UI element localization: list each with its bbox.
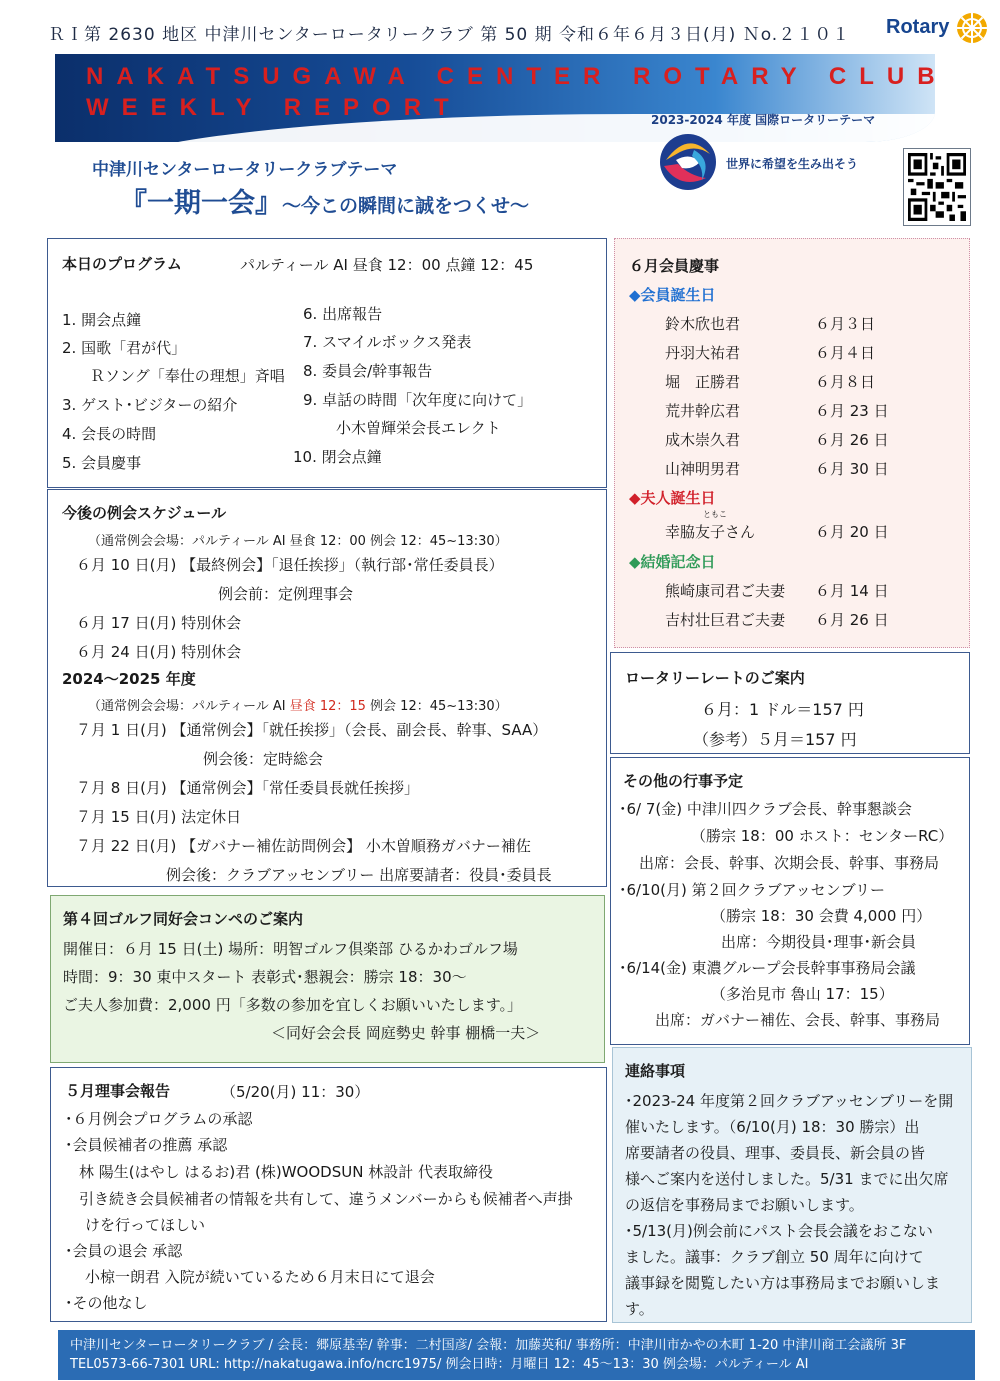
contact-line: の返信を事務局までお願いします。	[625, 1196, 864, 1214]
schedule-row: 例会後：定時総会	[203, 750, 324, 768]
celebration-title: ６月会員慶事	[629, 257, 720, 275]
schedule-note: （通常例会会場：パルティール AI 昼食 12：00 例会 12：45~13:30）	[88, 534, 508, 549]
birthday-date: ６月４日	[815, 344, 876, 362]
schedule-title: 今後の例会スケジュール	[62, 504, 227, 522]
board-line: 引き続き会員候補者の情報を共有して、違うメンバーからも候補者へ声掛	[79, 1190, 573, 1208]
schedule-box	[47, 489, 607, 887]
rate-title: ロータリーレートのご案内	[625, 669, 805, 687]
schedule-row: ６月 10 日(月) 【最終例会】｢退任挨拶｣（執行部･常任委員長）	[76, 556, 504, 574]
other-line: ･6/14(金) 東濃グループ会長幹事事務局会議	[619, 959, 916, 977]
board-report-box	[50, 1067, 607, 1322]
golf-title: 第４回ゴルフ同好会コンペのご案内	[63, 910, 304, 928]
program-item: 8. 委員会/幹事報告	[303, 362, 433, 380]
schedule-row: ６月 17 日(月) 特別休会	[76, 614, 242, 632]
board-line: ･会員の退会 承認	[65, 1242, 183, 1260]
program-item: 10. 閉会点鐘	[293, 448, 382, 466]
wedding-date: ６月 14 日	[815, 582, 889, 600]
contact-title: 連絡事項	[625, 1062, 686, 1080]
spouse-ruby: ともこ	[703, 510, 727, 519]
spouse-date: ６月 20 日	[815, 523, 889, 541]
contact-line: す。	[625, 1300, 654, 1318]
program-item: 3. ゲスト･ビジターの紹介	[62, 396, 238, 414]
contact-line: ました。議事：クラブ創立 50 周年に向けて	[625, 1248, 924, 1266]
rotary-wheel-icon	[955, 11, 989, 45]
club-theme-label: 中津川センターロータリークラブテーマ	[92, 160, 398, 180]
birthday-heading: ◆会員誕生日	[629, 286, 716, 304]
qr-code-icon[interactable]	[903, 148, 971, 226]
birthday-name: 山神明男君	[665, 460, 741, 478]
other-title: その他の行事予定	[623, 772, 744, 790]
board-title: ５月理事会報告	[65, 1082, 171, 1100]
wedding-name: 熊崎康司君ご夫妻	[665, 582, 786, 600]
ri-theme-logo-icon	[656, 130, 720, 194]
schedule-row: ６月 24 日(月) 特別休会	[76, 643, 242, 661]
schedule-row: ７月 15 日(月) 法定休日	[76, 808, 242, 826]
birthday-name: 鈴木欣也君	[665, 315, 741, 333]
rate-line: ６月：1 ドル＝157 円	[701, 700, 864, 719]
birthday-date: ６月８日	[815, 373, 876, 391]
other-line: （勝宗 18：30 会費 4,000 円）	[711, 907, 932, 925]
program-item: 2. 国歌「君が代」	[62, 339, 187, 357]
rate-line: （参考）５月＝157 円	[693, 730, 857, 749]
ri-theme-label: 2023-2024 年度 国際ロータリーテーマ	[651, 113, 876, 127]
program-title: 本日のプログラム	[62, 255, 182, 273]
birthday-name: 堀 正勝君	[665, 373, 741, 391]
birthday-name: 丹羽大祐君	[665, 344, 741, 362]
program-item: 5. 会員慶事	[62, 454, 142, 472]
other-line: 出席：ガバナー補佐、会長、幹事、事務局	[655, 1011, 941, 1029]
club-theme: 『一期一会』～今この瞬間に誠をつくせ～	[120, 188, 530, 219]
contact-line: 席要請者の役員、理事、委員長、新会員の皆	[625, 1144, 926, 1162]
program-item: 7. スマイルボックス発表	[303, 333, 472, 351]
year-heading: 2024～2025 年度	[62, 670, 196, 688]
other-line: （多治見市 魯山 17：15）	[711, 985, 894, 1003]
board-line: けを行ってほしい	[85, 1216, 206, 1234]
contact-box	[612, 1047, 972, 1323]
rotary-brand: Rotary	[886, 16, 950, 38]
celebration-box	[614, 238, 970, 648]
footer	[58, 1330, 975, 1380]
board-line: ･その他なし	[65, 1294, 148, 1312]
wedding-heading: ◆結婚記念日	[629, 553, 716, 571]
footer-line: 中津川センターロータリークラブ / 会長：郷原基幸/ 幹事：二村国彦/ 会報：加藤英和/ 事務所：中津川市かやの木町 1-20 中津川商工会議所 3F	[70, 1338, 907, 1353]
contact-line: ･2023-24 年度第２回クラブアッセンブリーを開	[625, 1092, 954, 1110]
schedule-row: ７月 1 日(月) 【通常例会】｢就任挨拶｣（会長、副会長、幹事、SAA）	[76, 721, 548, 739]
board-date: （5/20(月) 11：30）	[221, 1083, 370, 1101]
issue-line: ＲＩ第 2630 地区 中津川センターロータリークラブ 第 50 期 令和６年６月３日(月) Ｎo.２１０１	[48, 25, 851, 45]
program-item: 6. 出席報告	[303, 305, 383, 323]
spouse-name: 幸脇友子さん	[665, 523, 756, 541]
wedding-date: ６月 26 日	[815, 611, 889, 629]
spouse-heading: ◆夫人誕生日	[629, 489, 716, 507]
schedule-note-2: （通常例会会場：パルティール AI 昼食 12：15 例会 12：45~13:30）	[88, 699, 508, 714]
rotary-rate-box	[610, 652, 970, 754]
schedule-row: 例会前：定例理事会	[218, 585, 354, 603]
contact-line: 様へご案内を送付しました。5/31 までに出欠席	[625, 1170, 949, 1188]
other-line: ･6/ 7(金) 中津川四クラブ会長、幹事懇談会	[619, 800, 912, 818]
board-line: 小椋一朗君 入院が続いているため６月末日にて退会	[85, 1268, 435, 1286]
contact-line: ･5/13(月)例会前にパスト会長会議をおこない	[625, 1222, 933, 1240]
program-item: 1. 開会点鐘	[62, 311, 142, 329]
banner-title: NAKATSUGAWA CENTER ROTARY CLUB WEEKLY REPORT	[86, 63, 948, 121]
birthday-date: ６月３日	[815, 315, 876, 333]
other-line: （勝宗 18：00 ホスト：センターRC）	[691, 827, 954, 845]
wedding-name: 吉村壮巨君ご夫妻	[665, 611, 786, 629]
board-line: 林 陽生(はやし はるお)君 (株)WOODSUN 林設計 代表取締役	[79, 1163, 493, 1181]
golf-box	[50, 895, 605, 1063]
other-events-box	[610, 757, 970, 1045]
other-line: ･6/10(月) 第２回クラブアッセンブリー	[619, 881, 886, 899]
birthday-name: 成木崇久君	[665, 431, 741, 449]
birthday-name: 荒井幹広君	[665, 402, 741, 420]
birthday-date: ６月 30 日	[815, 460, 889, 478]
ri-theme: 世界に希望を生み出そう	[726, 157, 859, 171]
other-line: 出席：会長、幹事、次期会長、幹事、事務局	[639, 854, 940, 872]
birthday-date: ６月 26 日	[815, 431, 889, 449]
other-line: 出席：今期役員･理事･新会員	[721, 933, 917, 951]
board-line: ･会員候補者の推薦 承認	[65, 1136, 228, 1154]
schedule-row: ７月 22 日(月) 【ガバナー補佐訪問例会】 小木曽順務ガバナー補佐	[76, 837, 531, 855]
schedule-row: ７月 8 日(月) 【通常例会】｢常任委員長就任挨拶｣	[76, 779, 412, 797]
board-line: ･６月例会プログラムの承認	[65, 1110, 253, 1128]
golf-line: 開催日：６月 15 日(土) 場所：明智ゴルフ倶楽部 ひるかわゴルフ場	[63, 940, 518, 958]
golf-line: ＜同好会会長 岡庭勢史 幹事 棚橋一夫＞	[271, 1024, 541, 1042]
schedule-row: 例会後：クラブアッセンブリー 出席要請者：役員･委員長	[166, 866, 552, 884]
golf-line: 時間：9：30 東中スタート 表彰式･懇親会：勝宗 18：30～	[63, 968, 467, 986]
golf-line: ご夫人参加費：2,000 円「多数の参加を宜しくお願いいたします。」	[63, 996, 523, 1014]
program-box	[47, 238, 607, 488]
contact-line: 催いたします。（6/10(月) 18：30 勝宗）出	[625, 1118, 920, 1136]
footer-line[interactable]: TEL0573-66-7301 URL: http://nakatugawa.info/ncrc1975/ 例会日時：月曜日 12：45～13：30 例会場：パルティール AI	[70, 1357, 809, 1372]
program-item: 4. 会長の時間	[62, 425, 157, 443]
contact-line: 議事録を閲覧したい方は事務局までお願いしま	[625, 1274, 941, 1292]
program-item: 小木曽輝栄会長エレクト	[336, 419, 501, 437]
birthday-date: ６月 23 日	[815, 402, 889, 420]
program-item: 9. 卓話の時間「次年度に向けて」	[303, 391, 533, 409]
program-info: パルティール AI 昼食 12：00 点鐘 12：45	[240, 256, 534, 274]
program-item: Ｒソング「奉仕の理想」斉唱	[90, 367, 285, 385]
